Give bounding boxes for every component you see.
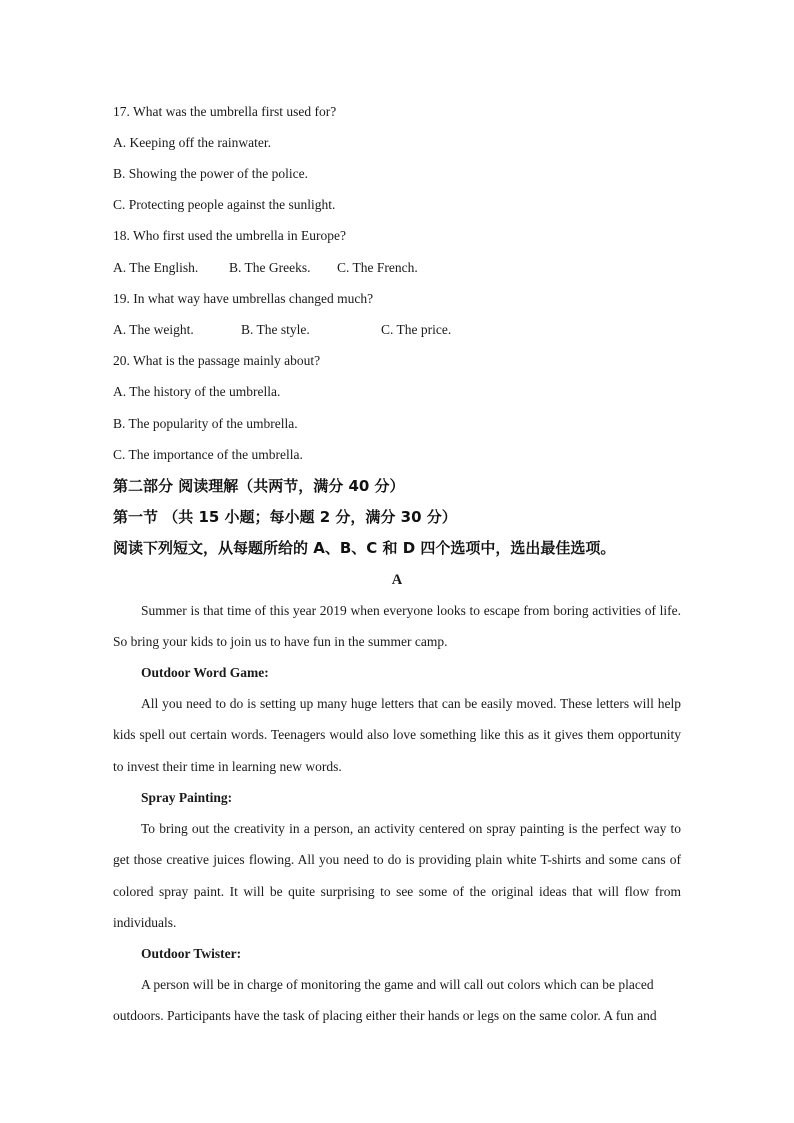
- question-19-option-c: C. The price.: [381, 322, 452, 337]
- question-18-option-c: C. The French.: [337, 260, 418, 275]
- question-20-option-a: A. The history of the umbrella.: [113, 384, 281, 399]
- passage-intro: Summer is that time of this year 2019 when everyone looks to escape from boring activities of life. So bring your kids to join us to have fun in the summer camp.: [113, 603, 681, 650]
- passage-label: A: [391, 572, 403, 588]
- question-18-option-a: A. The English.: [113, 260, 199, 275]
- question-19-stem: 19. In what way have umbrellas changed much?: [113, 291, 374, 306]
- part-title: 第二部分 阅读理解（共两节，满分 40 分）: [113, 477, 405, 495]
- activity-heading-word-game: Outdoor Word Game:: [141, 665, 269, 680]
- question-18-stem: 18. Who first used the umbrella in Europe?: [113, 228, 346, 243]
- activity-heading-spray-painting: Spray Painting:: [141, 790, 233, 805]
- subsection-title: 第一节 （共 15 小题；每小题 2 分，满分 30 分）: [113, 508, 457, 526]
- question-20-option-b: B. The popularity of the umbrella.: [113, 416, 298, 431]
- question-19-option-a: A. The weight.: [113, 322, 194, 337]
- activity-heading-twister: Outdoor Twister:: [141, 946, 242, 961]
- question-19-option-b: B. The style.: [241, 322, 310, 337]
- activity-body-spray-painting: To bring out the creativity in a person, an activity centered on spray painting is the perfect way to get those creative juices flowing. All you need to do is providing plain white T-shirts and some cans of colored spray paint. It will be quite surprising to see some of the original ideas that will flow from individuals.: [113, 821, 681, 930]
- question-17-option-a: A. Keeping off the rainwater.: [113, 135, 271, 150]
- section-instruction: 阅读下列短文，从每题所给的 A、B、C 和 D 四个选项中，选出最佳选项。: [113, 539, 616, 557]
- question-20-stem: 20. What is the passage mainly about?: [113, 353, 321, 368]
- activity-body-word-game: All you need to do is setting up many huge letters that can be easily moved. These letters will help kids spell out certain words. Teenagers would also love something like this as it gives them opportunity to invest their time in learning new words.: [113, 696, 681, 774]
- question-17-option-b: B. Showing the power of the police.: [113, 166, 308, 181]
- question-17-stem: 17. What was the umbrella first used for?: [113, 104, 337, 119]
- question-20-option-c: C. The importance of the umbrella.: [113, 447, 303, 462]
- question-18-option-b: B. The Greeks.: [229, 260, 311, 275]
- activity-body-twister: A person will be in charge of monitoring the game and will call out colors which can be placed outdoors. Participants have the task of placing either their hands or legs on the same color. A fun and: [113, 977, 657, 1024]
- question-17-option-c: C. Protecting people against the sunlight.: [113, 197, 336, 212]
